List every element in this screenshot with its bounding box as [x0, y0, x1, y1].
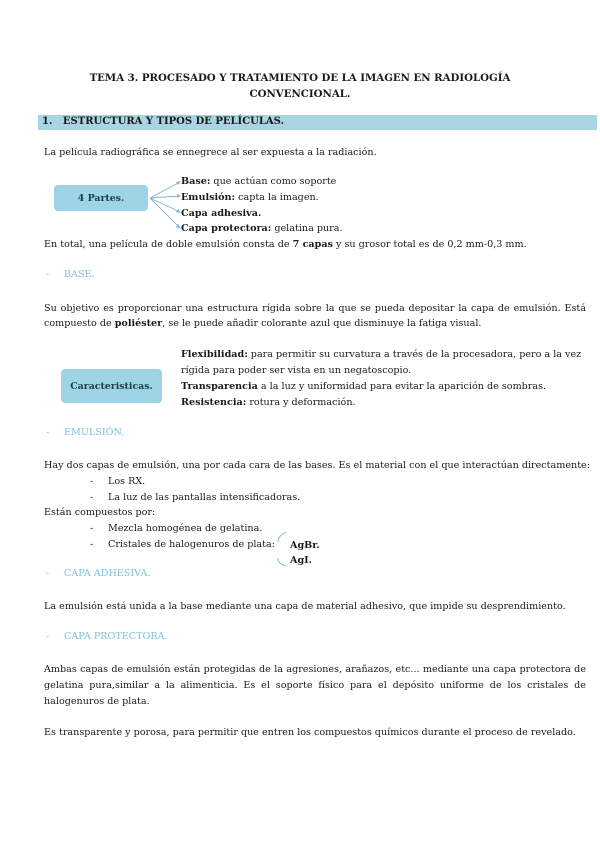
list-item: Mezcla homogénea de gelatina.	[108, 523, 263, 534]
car-flexibilidad: Flexibilidad: para permitir su curvatura a través de la procesadora, pero a la vez	[181, 349, 582, 360]
document-title-line1: TEMA 3. PROCESADO Y TRATAMIENTO DE LA IMAGEN EN RADIOLOGÍA	[89, 72, 511, 84]
total-paragraph: En total, una película de doble emulsión consta de 7 capas y su grosor total es de 0,2 mm-0,3 mm.	[44, 239, 527, 250]
intro-paragraph: La película radiográfica se ennegrece al ser expuesta a la radiación.	[44, 147, 377, 158]
halides-brace-icon	[274, 530, 290, 570]
car-flexibilidad-line2: rígida para poder ser vista en un negatoscopio.	[181, 365, 412, 376]
protectora-paragraph-line3: halogenuros de plata.	[44, 696, 150, 707]
emulsion-heading: EMULSIÓN.	[64, 427, 125, 438]
emulsion-composition-intro: Están compuestos por:	[44, 507, 156, 518]
list-item: Cristales de halogenuros de plata:	[108, 539, 275, 550]
partes-item-emulsion: Emulsión: capta la imagen.	[181, 192, 319, 203]
adhesiva-bullet: -	[46, 568, 50, 579]
partes-item-base: Base: que actúan como soporte	[181, 176, 337, 187]
section-title: ESTRUCTURA Y TIPOS DE PELÍCULAS.	[62, 116, 285, 127]
adhesiva-heading: CAPA ADHESIVA.	[64, 568, 151, 579]
base-heading: BASE.	[64, 269, 95, 280]
car-transparencia: Transparencia a la luz y uniformidad para evitar la aparición de sombras.	[181, 381, 547, 392]
list-item: Los RX.	[108, 476, 146, 487]
partes-item-adhesiva: Capa adhesiva.	[181, 208, 262, 219]
protectora-paragraph-line1: Ambas capas de emulsión están protegidas de la agresiones, arañazos, etc... mediante una capa protectora de	[44, 664, 586, 675]
emulsion-bullet: -	[46, 427, 50, 438]
list-bullet: -	[90, 523, 94, 534]
partes-arrows-icon	[146, 174, 186, 234]
car-resistencia: Resistencia: rotura y deformación.	[181, 397, 356, 408]
base-bullet: -	[46, 269, 50, 280]
section-number: 1.	[42, 116, 53, 127]
protectora-heading: CAPA PROTECTORA.	[64, 631, 168, 642]
halide-agbr: AgBr.	[290, 540, 320, 551]
protectora-paragraph-line2: gelatina pura,similar a la alimenticia. Es el soporte físico para el depósito uniforme de los cristales de	[44, 680, 586, 691]
emulsion-paragraph: Hay dos capas de emulsión, una por cada cara de las bases. Es el material con el que interactúan directamente:	[44, 460, 590, 471]
section-heading	[42, 116, 284, 127]
list-bullet: -	[90, 492, 94, 503]
caracteristicas-box: Caracteristicas.	[61, 369, 162, 403]
list-item: La luz de las pantallas intensificadoras.	[108, 492, 301, 503]
base-paragraph: Su objetivo es proporcionar una estructura rígida sobre la que se pueda depositar la capa de emulsión. Está compuesto de poliéster, se le puede añadir colorante azul que disminuye la fatiga visual.	[44, 303, 586, 329]
protectora-bullet: -	[46, 631, 50, 642]
protectora-paragraph-2: Es transparente y porosa, para permitir que entren los compuestos químicos durante el proceso de revelado.	[44, 727, 576, 738]
document-title-line2: CONVENCIONAL.	[249, 88, 351, 100]
partes-box: 4 Partes.	[54, 185, 148, 211]
list-bullet: -	[90, 476, 94, 487]
partes-item-protectora: Capa protectora: gelatina pura.	[181, 223, 343, 234]
halide-agi: AgI.	[290, 555, 312, 566]
adhesiva-paragraph: La emulsión está unida a la base mediante una capa de material adhesivo, que impide su desprendimiento.	[44, 601, 566, 612]
list-bullet: -	[90, 539, 94, 550]
